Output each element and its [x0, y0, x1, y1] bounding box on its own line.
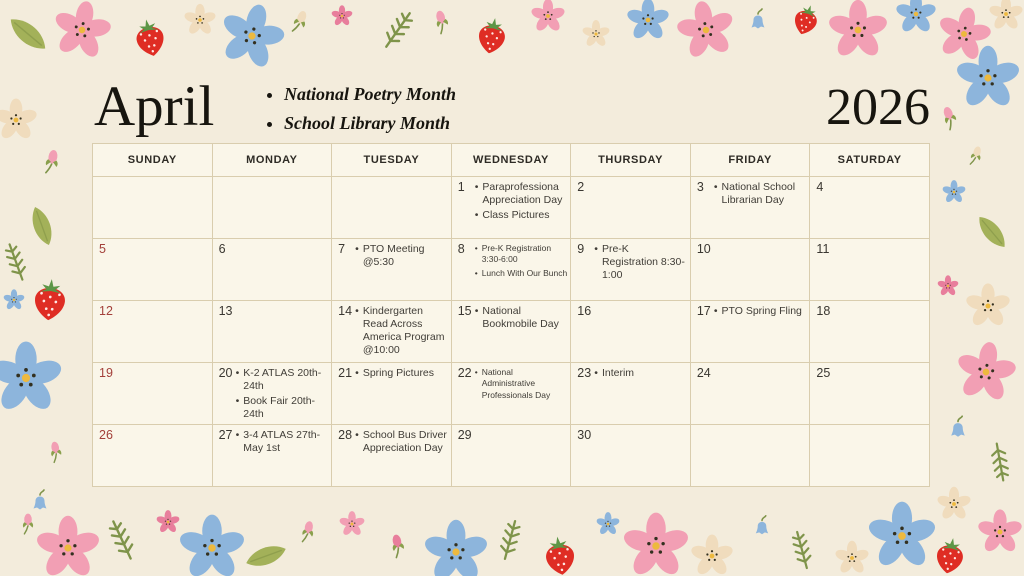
date-number: 4	[816, 180, 824, 194]
calendar-cell	[213, 425, 333, 487]
date-number: 22	[457, 366, 472, 380]
cream-flower-icon	[690, 535, 735, 576]
calendar-cell	[452, 239, 572, 301]
event-item	[475, 305, 568, 331]
cream-flower-icon	[988, 0, 1024, 31]
date-number: 29	[457, 428, 472, 442]
calendar-cell	[810, 301, 930, 363]
event-item	[355, 243, 448, 269]
bud-flower-icon	[23, 514, 33, 534]
event-text: • Kindergarten Read Across America Program @10:00	[362, 305, 445, 357]
date-number: 23	[577, 366, 592, 380]
event-item	[236, 429, 329, 455]
event-text: • Class Pictures	[482, 209, 550, 222]
event-text: • Interim	[601, 367, 635, 379]
pink-flower-icon	[530, 0, 566, 33]
date-number: 2	[577, 180, 585, 194]
calendar-cell	[810, 425, 930, 487]
date-number: 30	[577, 428, 592, 442]
calendar-cell	[691, 177, 811, 239]
blue-flower-icon	[895, 0, 938, 34]
pink-flower-icon	[937, 275, 959, 296]
bud-flower-icon	[969, 145, 983, 166]
calendar-cell	[332, 239, 452, 301]
cream-flower-icon	[936, 487, 972, 521]
month-title: April	[94, 75, 215, 138]
event-item	[355, 367, 448, 380]
year-title: 2026	[826, 79, 930, 136]
bud-flower-icon	[390, 534, 406, 558]
strawberry-icon	[934, 536, 966, 576]
calendar-cell	[332, 425, 452, 487]
event-list	[236, 367, 329, 422]
cream-flower-icon	[581, 20, 610, 48]
event-text: • 3-4 ATLAS 27th-May 1st	[243, 429, 321, 455]
cream-flower-icon	[834, 541, 870, 575]
event-text: • Paraprofessiona Appreciation Day	[482, 181, 563, 207]
blue-flower-icon	[596, 512, 621, 535]
date-number: 7	[338, 242, 346, 256]
calendar-cell	[571, 177, 691, 239]
calendar-cell	[691, 425, 811, 487]
date-number: 1	[457, 180, 465, 194]
date-number: 26	[99, 428, 113, 442]
event-item	[355, 305, 448, 358]
event-text: • PTO Meeting @5:30	[362, 243, 425, 269]
date-number: 11	[816, 242, 830, 256]
calendar-cell	[571, 425, 691, 487]
strawberry-icon	[543, 535, 576, 576]
highlight-item: • School Library Month	[284, 113, 456, 134]
event-text: • School Bus Driver Appreciation Day	[362, 429, 447, 455]
event-item	[475, 209, 568, 222]
weekday-header-thursday: THURSDAY	[571, 144, 691, 177]
blue-flower-icon	[942, 180, 967, 203]
calendar-cell	[93, 239, 213, 301]
date-number: 14	[338, 304, 353, 318]
weekday-header-monday: MONDAY	[213, 144, 333, 177]
bud-flower-icon	[49, 441, 63, 463]
month-highlights	[268, 84, 456, 142]
pink-flower-icon	[951, 338, 1021, 406]
calendar-cell	[93, 425, 213, 487]
strawberry-icon	[33, 278, 66, 322]
date-number: 28	[338, 428, 353, 442]
event-list	[355, 305, 448, 358]
weekday-header-tuesday: TUESDAY	[332, 144, 452, 177]
event-item	[475, 268, 568, 279]
weekday-header-sunday: SUNDAY	[93, 144, 213, 177]
blue-flower-icon	[0, 341, 64, 413]
event-item	[355, 429, 448, 455]
cream-flower-icon	[964, 283, 1011, 328]
strawberry-icon	[791, 2, 821, 38]
calendar-cell	[810, 239, 930, 301]
event-list	[714, 305, 807, 318]
bud-flower-icon	[291, 9, 309, 34]
date-number: 27	[218, 428, 233, 442]
blue-flower-icon	[211, 0, 292, 75]
bud-flower-icon	[44, 149, 60, 174]
date-number: 21	[338, 366, 353, 380]
bell-flower-icon	[34, 490, 47, 510]
event-list	[475, 181, 568, 222]
date-number: 16	[577, 304, 592, 318]
event-item	[236, 367, 329, 393]
pink-flower-icon	[621, 513, 690, 576]
event-item	[475, 243, 568, 266]
calendar-cell	[332, 301, 452, 363]
date-number: 13	[218, 304, 233, 318]
event-text: • National Administrative Professionals Day	[481, 367, 551, 400]
event-text: • National School Librarian Day	[721, 181, 796, 207]
blue-flower-icon	[177, 515, 246, 576]
event-list	[714, 181, 807, 207]
event-text: • Book Fair 20th-24th	[243, 395, 316, 421]
leaf-icon	[27, 204, 56, 248]
event-text: • Pre-K Registration 3:30-6:00	[481, 243, 552, 265]
calendar-cell	[452, 363, 572, 425]
branch-icon	[990, 442, 1009, 481]
bud-flower-icon	[941, 105, 959, 130]
pink-flower-icon	[671, 0, 741, 63]
event-list	[355, 243, 448, 269]
cream-flower-icon	[0, 99, 38, 142]
bell-flower-icon	[752, 9, 765, 29]
date-number: 25	[816, 366, 831, 380]
date-number: 15	[457, 304, 472, 318]
event-list	[594, 367, 687, 380]
calendar-cell	[213, 301, 333, 363]
event-text: • National Bookmobile Day	[482, 305, 559, 331]
pink-flower-icon	[339, 511, 366, 537]
pink-flower-icon	[34, 516, 101, 576]
event-list	[475, 243, 568, 279]
calendar-cell	[571, 363, 691, 425]
highlight-item: • National Poetry Month	[284, 84, 456, 105]
pink-flower-icon	[331, 5, 353, 26]
date-number: 10	[696, 242, 711, 256]
calendar-cell	[691, 301, 811, 363]
event-list	[594, 243, 687, 282]
bud-flower-icon	[301, 520, 315, 543]
event-item	[594, 367, 687, 380]
event-item	[475, 367, 568, 401]
weekday-header-saturday: SATURDAY	[810, 144, 930, 177]
event-item	[714, 305, 807, 318]
calendar-cell	[691, 239, 811, 301]
event-text: • Pre-K Registration 8:30-1:00	[601, 243, 685, 282]
strawberry-icon	[476, 16, 508, 56]
blue-flower-icon	[422, 520, 489, 576]
bell-flower-icon	[756, 516, 768, 535]
date-number: 6	[218, 242, 226, 256]
calendar-cell	[93, 301, 213, 363]
calendar-cell	[691, 363, 811, 425]
calendar-cell	[571, 301, 691, 363]
blue-flower-icon	[866, 502, 938, 570]
leaf-icon	[973, 212, 1010, 252]
branch-icon	[498, 519, 521, 560]
event-list	[236, 429, 329, 455]
pink-flower-icon	[47, 0, 117, 63]
event-text: • Lunch With Our Bunch	[481, 267, 568, 278]
branch-icon	[380, 9, 415, 51]
calendar-cell	[213, 363, 333, 425]
calendar-cell	[452, 301, 572, 363]
calendar-cell	[93, 177, 213, 239]
event-list	[475, 305, 568, 331]
weekday-header-friday: FRIDAY	[691, 144, 811, 177]
date-number: 12	[99, 304, 113, 318]
event-list	[475, 367, 568, 401]
branch-icon	[107, 518, 137, 561]
calendar-cell	[452, 177, 572, 239]
calendar-cell	[93, 363, 213, 425]
event-item	[594, 243, 687, 282]
event-text: • PTO Spring Fling	[721, 305, 802, 317]
pink-flower-icon	[156, 510, 181, 533]
date-number: 3	[696, 180, 704, 194]
bud-flower-icon	[434, 9, 451, 34]
leaf-icon	[243, 541, 288, 571]
calendar-cell	[810, 363, 930, 425]
weekday-header-wednesday: WEDNESDAY	[452, 144, 572, 177]
calendar-grid	[92, 143, 930, 487]
cream-flower-icon	[183, 4, 217, 36]
event-item	[714, 181, 807, 207]
calendar-cell	[810, 177, 930, 239]
leaf-icon	[5, 13, 51, 56]
branch-icon	[791, 530, 813, 570]
strawberry-icon	[133, 17, 167, 59]
branch-icon	[3, 242, 28, 282]
date-number: 8	[457, 242, 465, 256]
calendar-cell	[452, 425, 572, 487]
event-text: • K-2 ATLAS 20th-24th	[243, 367, 322, 393]
calendar-cell	[213, 239, 333, 301]
event-list	[355, 367, 448, 380]
date-number: 24	[696, 366, 711, 380]
date-number: 5	[99, 242, 106, 256]
date-number: 17	[696, 304, 711, 318]
calendar-cell	[332, 363, 452, 425]
calendar-cell	[213, 177, 333, 239]
blue-flower-icon	[3, 289, 25, 310]
event-text: • Spring Pictures	[362, 367, 435, 379]
pink-flower-icon	[827, 0, 890, 60]
blue-flower-icon	[626, 0, 671, 41]
calendar-cell	[332, 177, 452, 239]
bell-flower-icon	[951, 416, 965, 436]
date-number: 9	[577, 242, 585, 256]
event-item	[236, 395, 329, 421]
blue-flower-icon	[954, 46, 1021, 110]
pink-flower-icon	[976, 509, 1023, 554]
event-item	[475, 181, 568, 207]
calendar-cell	[571, 239, 691, 301]
date-number: 19	[99, 366, 113, 380]
event-list	[355, 429, 448, 455]
date-number: 18	[816, 304, 831, 318]
date-number: 20	[218, 366, 233, 380]
